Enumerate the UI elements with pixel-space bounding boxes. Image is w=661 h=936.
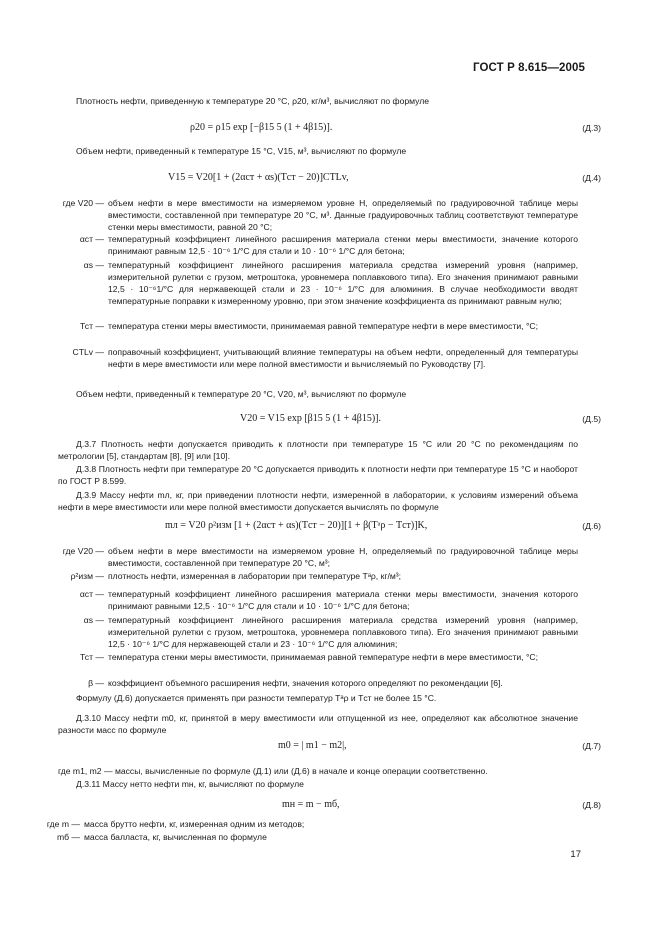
- definition-symbol: αст —: [79, 234, 104, 244]
- definition-row: [24, 259, 578, 307]
- definition-text: масса брутто нефти, кг, измеренная одним из методов;: [84, 819, 305, 829]
- definition-text: объем нефти в мере вместимости на измеряемом уровне Н, определяемый по градуировочной таблице меры вместимости, составленной при температуре 20 °С, м³;: [108, 546, 578, 568]
- formula-d8: mн = m − mб,: [282, 799, 340, 810]
- formula-d7: m0 = | m1 − m2|,: [278, 740, 347, 751]
- definition-row: [24, 545, 578, 569]
- definition-row: [24, 197, 578, 233]
- equation-number-d6: (Д.6): [582, 521, 601, 531]
- equation-number-d5: (Д.5): [582, 414, 601, 424]
- definition-text: объем нефти в мере вместимости на измеряемом уровне Н, определяемый по градуировочной таблице меры вместимости, составленной при температуре 20 °С, м³. Данные градуировочных таблиц соответствуют температуре стенки меры вместимости, равной 20 °С;: [108, 198, 578, 232]
- definition-symbol: где V20 —: [62, 546, 104, 556]
- paragraph-volume-20: Объем нефти, приведенный к температуре 20 °С, V20, м³, вычисляют по формуле: [76, 389, 407, 399]
- paragraph-volume-15: Объем нефти, приведенный к температуре 15 °С, V15, м³, вычисляют по формуле: [76, 146, 407, 156]
- formula-d3: ρ20 = ρ15 exp [−β15 5 (1 + 4β15)].: [190, 122, 333, 133]
- definition-text: температурный коэффициент линейного расширения материала стенки меры вместимости, значение которого принимают равным 12,5 · 10⁻⁶ 1/°С для стали и 10 · 10⁻⁶ 1/°С для бетона;: [108, 234, 578, 256]
- formula-d6: mл = V20 ρ²изм [1 + (2αст + αs)(Tст − 20)][1 + β(Tᵃρ − Tст)]K,: [165, 520, 428, 531]
- definition-row: [24, 320, 578, 332]
- definition-symbol: mб —: [56, 832, 80, 842]
- definition-symbol: CTLv —: [72, 347, 104, 357]
- definition-text: температурный коэффициент линейного расширения материала стенки меры вместимости, значения которого принимают равными 12,5 · 10⁻⁶ 1/°С для стали и 10 · 10⁻⁶ 1/°С для бетона;: [108, 589, 578, 611]
- definition-text: температурный коэффициент линейного расширения материала средства измерений уровня (например, измерительной рулетки с грузом, метроштока, уровнемера поплавкового типа). Его значения принимают равными 12,5 · 10⁻⁶1/°С для нержавеющей стали и 23 · 10⁻⁶ 1/°С для алюминия. В случае необходимости вводят температурные поправки к измеренному уровню, при этом значение коэффициента αs принимают равным нулю;: [108, 260, 578, 306]
- definition-row: [0, 818, 554, 830]
- definition-row: [0, 831, 554, 843]
- page-number: 17: [570, 849, 581, 860]
- definition-symbol: αст —: [79, 589, 104, 599]
- definition-symbol: β —: [88, 678, 104, 688]
- definition-row: [24, 651, 578, 663]
- clause-d-3-7: Д.3.7 Плотность нефти допускается приводить к плотности при температуре 15 °С или 20 °С по рекомендациям по метрологии [5], стандартам [8], [9] или [10].: [58, 439, 578, 461]
- definition-symbol: αs —: [83, 615, 104, 625]
- paragraph-formula-d6-condition: Формулу (Д.6) допускается применять при разности температур Tᵃρ и Tст не более 15 °С.: [76, 693, 437, 703]
- definition-symbol: где m —: [46, 819, 80, 829]
- equation-number-d3: (Д.3): [582, 123, 601, 133]
- definition-row: [24, 588, 578, 612]
- document-standard-header: ГОСТ Р 8.615—2005: [473, 62, 585, 74]
- definition-text: температурный коэффициент линейного расширения материала средства измерений уровня (например, измерительной рулетки с грузом, метроштока, уровнемера поплавкового типа). Его значения принимают равными 12,5 · 10⁻⁶ 1/°С для нержавеющей стали и 23 · 10⁻⁶ 1/°С для алюминия;: [108, 615, 578, 649]
- definition-symbol: ρ²изм —: [70, 571, 104, 581]
- definition-row: [24, 614, 578, 650]
- equation-number-d7: (Д.7): [582, 741, 601, 751]
- paragraph-masses-definition: где m1, m2 — массы, вычисленные по формуле (Д.1) или (Д.6) в начале и конце операции соответственно.: [58, 766, 488, 776]
- clause-d-3-11: Д.3.11 Массу нетто нефти mн, кг, вычисляют по формуле: [76, 779, 304, 789]
- definition-symbol: Тст —: [80, 652, 104, 662]
- definition-symbol: где V20 —: [62, 198, 104, 208]
- formula-d5: V20 = V15 exp [β15 5 (1 + 4β15)].: [240, 413, 381, 424]
- equation-number-d8: (Д.8): [582, 800, 601, 810]
- clause-d-3-10: Д.3.10 Массу нефти m0, кг, принятой в меру вместимости или отпущенной из нее, определяют как абсолютное значение разности масс по формуле: [58, 713, 578, 735]
- definition-text: плотность нефти, измеренная в лаборатории при температуре Tᵃρ, кг/м³;: [108, 571, 402, 581]
- definition-symbol: αs —: [83, 260, 104, 270]
- definition-row: [24, 233, 578, 257]
- definition-text: поправочный коэффициент, учитывающий влияние температуры на объем нефти, определенный для температуры нефти в мере вместимости или мере полной вместимости и вычисляемый по Руководству [7].: [108, 347, 578, 369]
- definition-text: температура стенки меры вместимости, принимаемая равной температуре нефти в мере вместимости, °С;: [108, 652, 538, 662]
- definition-symbol: Тст —: [80, 321, 104, 331]
- definition-row: [24, 677, 578, 689]
- definition-text: коэффициент объемного расширения нефти, значения которого определяют по рекомендации [6].: [108, 678, 503, 688]
- formula-d4: V15 = V20[1 + (2αст + αs)(Tст − 20)]CTLv,: [168, 172, 349, 183]
- clause-d-3-8: Д.3.8 Плотность нефти при температуре 20 °С допускается приводить к плотности нефти при температуре 15 °С и наоборот по ГОСТ Р 8.599.: [58, 464, 578, 486]
- paragraph-density-20: Плотность нефти, приведенную к температуре 20 °С, ρ20, кг/м³, вычисляют по формуле: [76, 96, 430, 106]
- definition-row: [24, 570, 578, 582]
- equation-number-d4: (Д.4): [582, 173, 601, 183]
- clause-d-3-9: Д.3.9 Массу нефти mл, кг, при приведении плотности нефти, измеренной в лаборатории, к условиям измерений объема нефти в мере вместимости или мере полной вместимости допускается вычислять по формуле: [58, 490, 578, 512]
- definition-row: [24, 346, 578, 370]
- definition-text: температура стенки меры вместимости, принимаемая равной температуре нефти в мере вместимости, °С;: [108, 321, 538, 331]
- definition-text: масса балласта, кг, вычисленная по формуле: [84, 832, 267, 842]
